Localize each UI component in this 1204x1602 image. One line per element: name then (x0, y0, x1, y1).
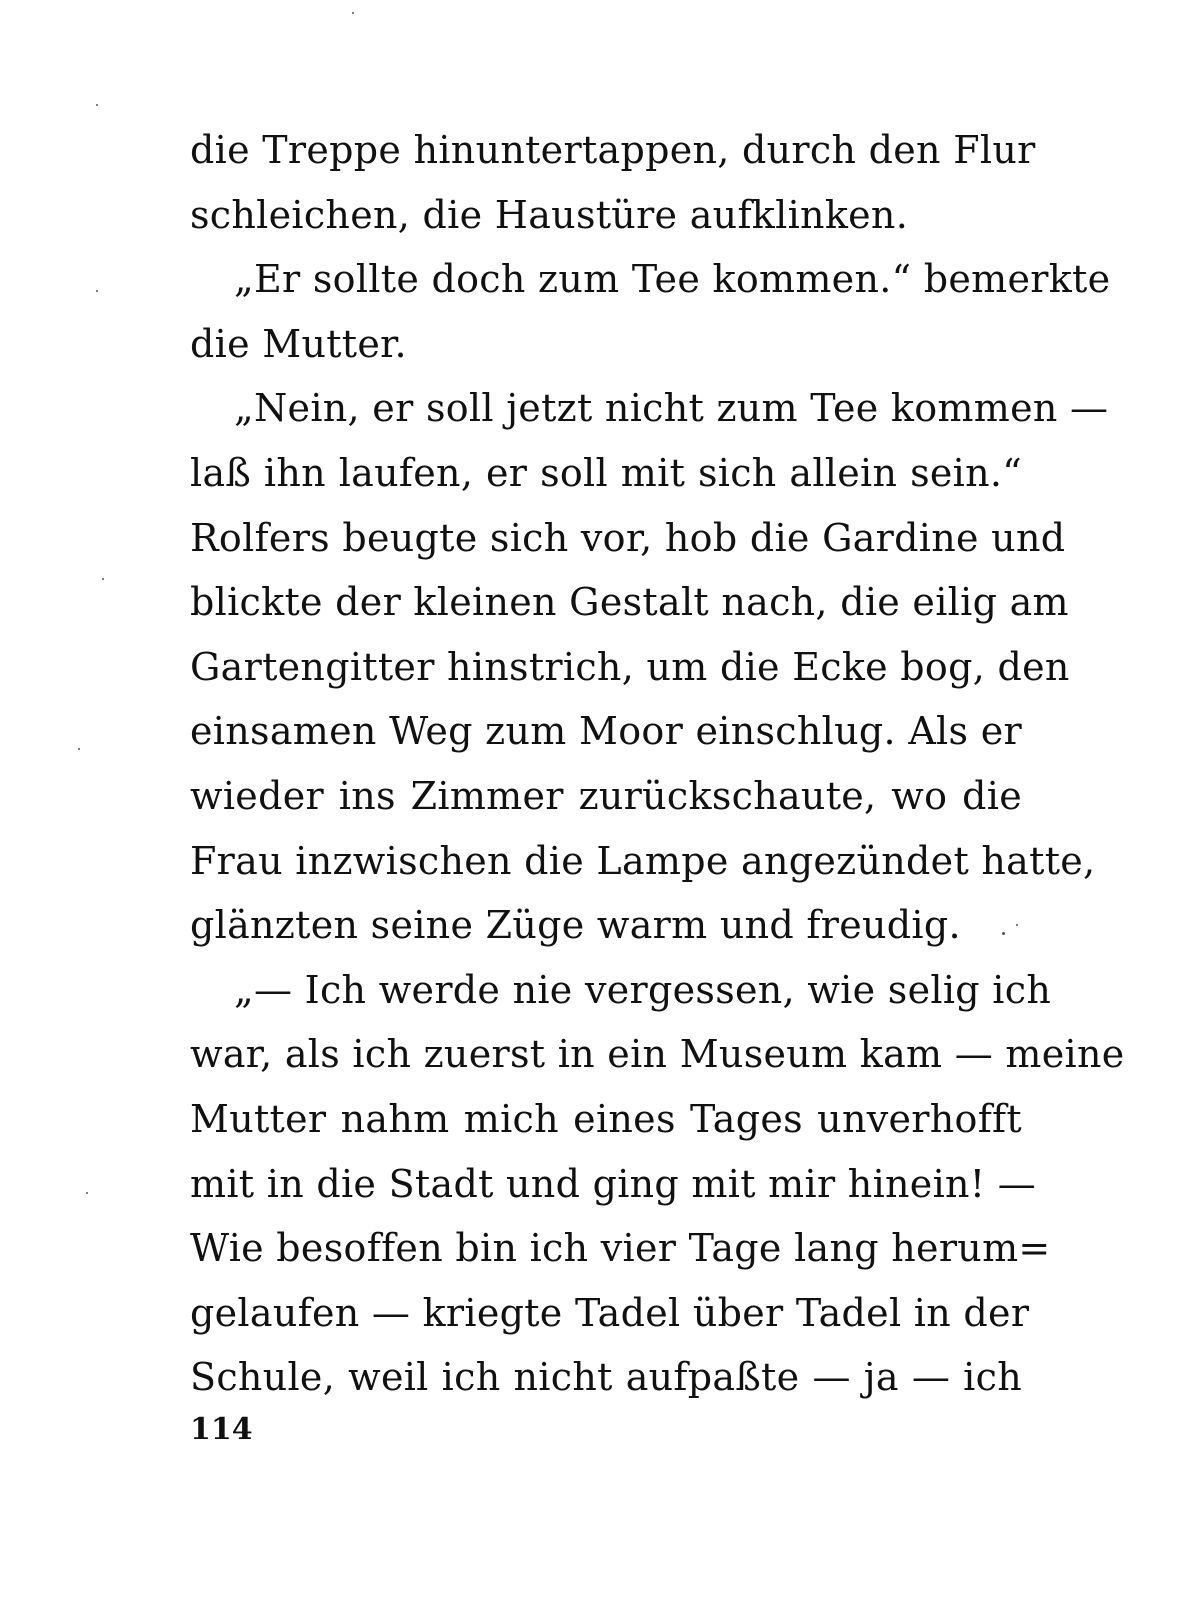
scan-speck (78, 748, 80, 750)
text-line: Mutter nahm mich eines Tages unverhofft (190, 1096, 1022, 1141)
text-line: Schule, weil ich nicht aufpaßte — ja — ich (190, 1355, 1022, 1400)
text-line: Gartengitter hinstrich, um die Ecke bog, den (190, 644, 1070, 689)
text-line: „Nein, er soll jetzt nicht zum Tee kommen — (234, 386, 1109, 431)
text-line: die Treppe hinuntertappen, durch den Flur (190, 128, 1036, 172)
text-line: wieder ins Zimmer zurückschaute, wo die (190, 773, 1022, 818)
text-line: schleichen, die Haustüre aufklinken. (190, 192, 909, 237)
text-line: einsamen Weg zum Moor einschlug. Als er (190, 709, 1022, 754)
text-line: Wie besoffen bin ich vier Tage lang herum= (190, 1226, 1051, 1271)
scan-speck (86, 1192, 88, 1194)
text-line: mit in die Stadt und ging mit mir hinein! — (190, 1161, 1037, 1206)
text-line: glänzten seine Züge warm und freudig. (190, 903, 961, 948)
text-line: blickte der kleinen Gestalt nach, die eilig am (190, 580, 1069, 625)
body-text (190, 118, 1125, 1410)
text-line: „Er sollte doch zum Tee kommen.“ bemerkte (234, 257, 1111, 302)
scan-speck (1016, 924, 1018, 926)
text-line: Frau inzwischen die Lampe angezündet hatte, (190, 838, 1096, 883)
scan-speck (102, 578, 104, 580)
text-line: war, als ich zuerst in ein Museum kam — meine (190, 1032, 1125, 1077)
text-line: Rolfers beugte sich vor, hob die Gardine und (190, 515, 1066, 560)
text-line: gelaufen — kriegte Tadel über Tadel in der (190, 1290, 1030, 1335)
scan-speck (96, 104, 98, 106)
scan-speck (1002, 932, 1005, 935)
scan-speck (96, 290, 98, 292)
text-line: „— Ich werde nie vergessen, wie selig ich (234, 967, 1052, 1012)
page-number: 114 (190, 1412, 253, 1447)
text-line: laß ihn laufen, er soll mit sich allein sein.“ (190, 450, 1022, 495)
text-line: die Mutter. (190, 321, 407, 366)
scan-speck (352, 12, 354, 14)
